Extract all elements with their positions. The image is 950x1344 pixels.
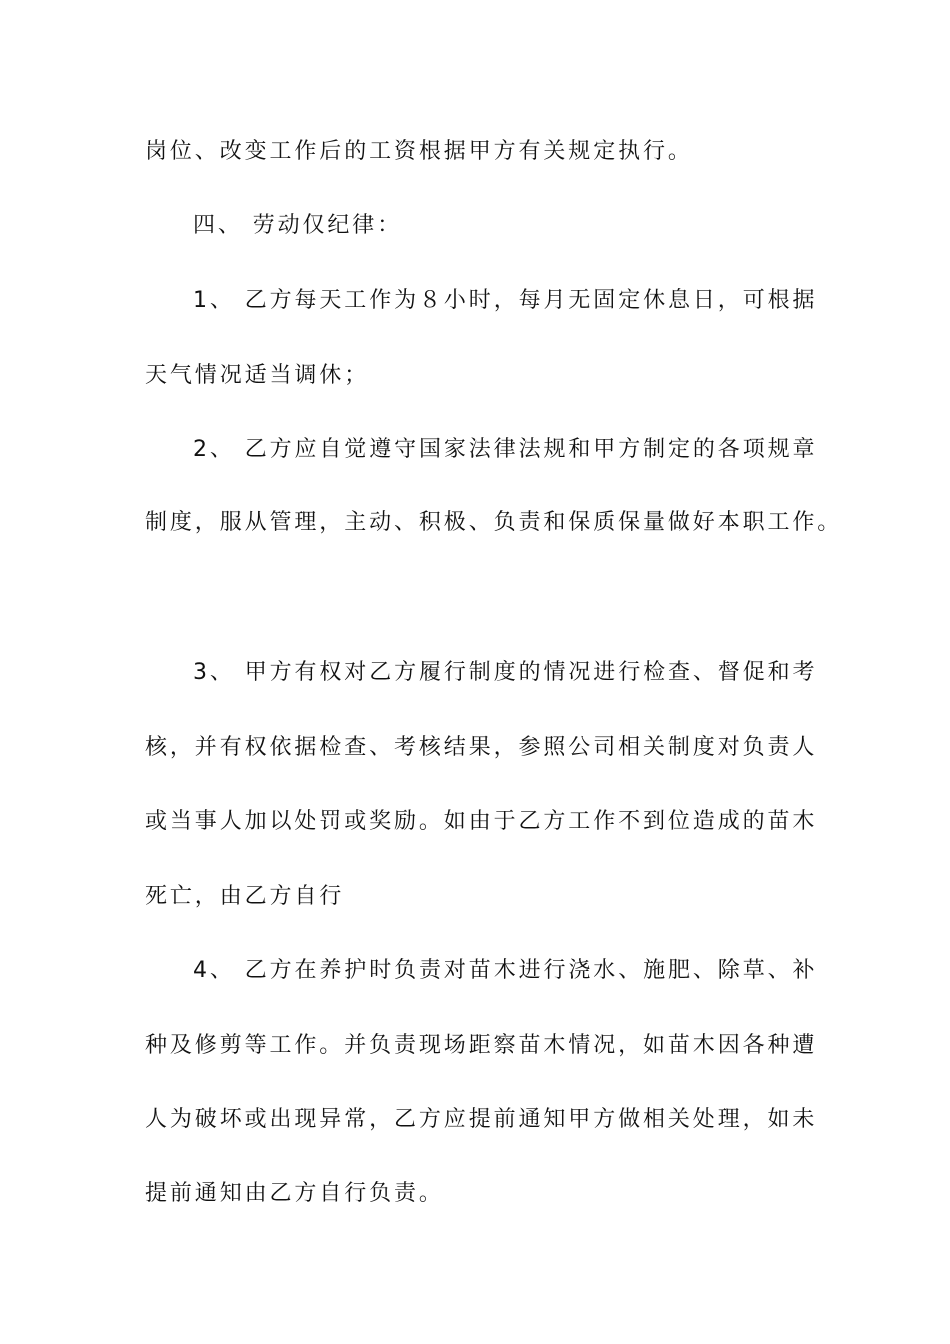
paragraph-line: 人为破坏或出现异常，乙方应提前通知甲方做相关处理，如未 bbox=[145, 1107, 818, 1132]
paragraph-line: 4、 乙方在养护时负责对苗木进行浇水、施肥、除草、补 bbox=[193, 958, 818, 983]
paragraph-line: 1、 乙方每天工作为８小时，每月无固定休息日，可根据 bbox=[193, 288, 818, 313]
paragraph-line: 制度，服从管理，主动、积极、负责和保质保量做好本职工作。 bbox=[145, 510, 843, 535]
paragraph-line: 死亡，由乙方自行 bbox=[145, 884, 345, 909]
paragraph-line: 2、 乙方应自觉遵守国家法律法规和甲方制定的各项规章 bbox=[193, 437, 818, 462]
paragraph-line: 岗位、改变工作后的工资根据甲方有关规定执行。 bbox=[145, 139, 693, 164]
paragraph-line: 或当事人加以处罚或奖励。如由于乙方工作不到位造成的苗木 bbox=[145, 809, 818, 834]
paragraph-line: 种及修剪等工作。并负责现场距察苗木情况，如苗木因各种遭 bbox=[145, 1033, 818, 1058]
paragraph-line: 提前通知由乙方自行负责。 bbox=[145, 1181, 444, 1206]
paragraph-line: 天气情况适当调休； bbox=[145, 363, 370, 388]
paragraph-line: 核，并有权依据检查、考核结果，参照公司相关制度对负责人 bbox=[145, 735, 818, 760]
paragraph-line: 3、 甲方有权对乙方履行制度的情况进行检查、督促和考 bbox=[193, 660, 818, 685]
section-heading: 四、 劳动仅纪律： bbox=[193, 213, 403, 238]
